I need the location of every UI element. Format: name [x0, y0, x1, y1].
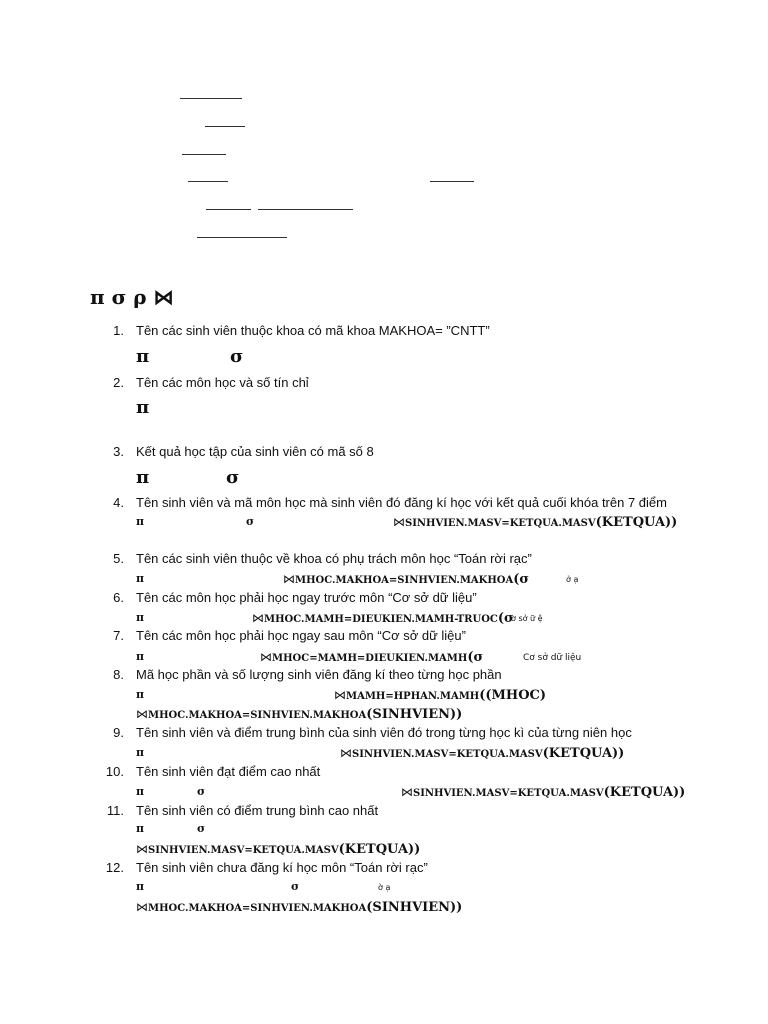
item-text: Tên sinh viên có điểm trung bình cao nhất [136, 803, 379, 818]
schema-underline-6 [206, 209, 251, 210]
join-expression [260, 648, 483, 666]
schema-underline-8 [197, 237, 287, 238]
text-fragment: ờ ạ [378, 883, 391, 892]
join-condition: SINHVIEN.MASV=KETQUA.MASV [352, 749, 543, 760]
schema-underline-4 [188, 181, 228, 182]
join-expression [252, 609, 514, 627]
join-expression [283, 570, 529, 588]
item-text: Tên sinh viên và mã môn học mà sinh viên đó đăng kí học với kết quả cuối khóa trên 7 điểm [136, 495, 667, 510]
sigma-symbol: σ [226, 467, 240, 488]
item-text: Tên sinh viên và điểm trung bình của sinh viên đó trong từng học kì của từng niên học [136, 725, 632, 740]
relation-tail: (σ [497, 611, 514, 626]
join-icon: ⋈ [283, 572, 295, 586]
relation-tail: (σ [513, 572, 530, 587]
item-text: Tên các môn học phải học ngay sau môn “Cơ sở dữ liệu” [136, 628, 466, 643]
symbols-header: π σ ρ ⋈ [90, 285, 174, 309]
item-number: 8. [113, 667, 124, 682]
join-icon: ⋈ [260, 650, 272, 664]
schema-underline-3 [182, 154, 226, 155]
join-condition: SINHVIEN.MASV=KETQUA.MASV [405, 518, 596, 529]
schema-underline-1 [180, 98, 242, 99]
item-number: 12. [105, 860, 124, 875]
pi-symbol: π [136, 346, 150, 367]
join-condition: MHOC=MAMH=DIEUKIEN.MAMH [272, 653, 468, 664]
pi-symbol: π [136, 785, 145, 798]
sigma-symbol: σ [197, 785, 206, 798]
join-expression [393, 513, 677, 531]
item-number: 11. [106, 803, 124, 818]
pi-symbol: π [136, 467, 150, 488]
pi-symbol: π [136, 688, 145, 701]
pi-symbol: π [136, 822, 145, 835]
relation-tail: (σ [467, 650, 484, 665]
join-condition: MHOC.MAKHOA=SINHVIEN.MAKHOA [295, 575, 514, 586]
relation-tail: (KETQUA)) [542, 746, 625, 761]
item-number: 3. [113, 444, 124, 459]
pi-symbol: π [136, 880, 145, 893]
pi-symbol: π [136, 746, 145, 759]
text-fragment: ơ sở ữ ệ [511, 614, 543, 623]
text-fragment: ở ạ [566, 575, 579, 584]
relation-tail: (SINHVIEN)) [366, 707, 463, 722]
sigma-symbol: σ [246, 515, 255, 528]
pi-symbol: π [136, 515, 145, 528]
join-icon: ⋈ [136, 900, 148, 914]
join-expression [136, 898, 462, 916]
join-icon: ⋈ [401, 785, 413, 799]
item-number: 2. [113, 375, 124, 390]
join-condition: SINHVIEN.MASV=KETQUA.MASV [413, 788, 604, 799]
join-condition: MHOC.MAMH=DIEUKIEN.MAMH-TRUOC [264, 614, 498, 625]
item-number: 7. [113, 628, 124, 643]
schema-underline-7 [258, 209, 353, 210]
relation-tail: (KETQUA)) [595, 515, 678, 530]
join-expression [340, 744, 624, 762]
item-text: Tên các môn học phải học ngay trước môn “Cơ sở dữ liệu” [136, 590, 477, 605]
join-expression [401, 783, 685, 801]
join-condition: MHOC.MAKHOA=SINHVIEN.MAKHOA [148, 710, 367, 721]
item-number: 6. [113, 590, 124, 605]
item-number: 5. [113, 551, 124, 566]
pi-symbol: π [136, 397, 150, 418]
pi-symbol: π [136, 572, 145, 585]
pi-symbol: π [136, 611, 145, 624]
join-condition: MAMH=HPHAN.MAMH [346, 691, 480, 702]
item-text: Tên các môn học và số tín chỉ [136, 375, 309, 390]
relation-tail: (KETQUA)) [338, 842, 421, 857]
join-condition: MHOC.MAKHOA=SINHVIEN.MAKHOA [148, 903, 367, 914]
pi-symbol: π [136, 650, 145, 663]
join-condition: SINHVIEN.MASV=KETQUA.MASV [148, 845, 339, 856]
relation-tail: ((MHOC) [479, 688, 547, 703]
item-text: Mã học phần và số lượng sinh viên đăng kí theo từng học phần [136, 667, 502, 682]
item-text: Tên các sinh viên thuộc về khoa có phụ trách môn học “Toán rời rạc” [136, 551, 532, 566]
join-expression [136, 705, 462, 723]
join-icon: ⋈ [252, 611, 264, 625]
item-text: Tên các sinh viên thuộc khoa có mã khoa MAKHOA= ”CNTT” [136, 323, 490, 338]
join-expression [136, 840, 420, 858]
item-text: Tên sinh viên chưa đăng kí học môn “Toán rời rạc” [136, 860, 428, 875]
item-text: Kết quả học tập của sinh viên có mã số 8 [136, 444, 374, 459]
join-icon: ⋈ [136, 707, 148, 721]
item-number: 4. [113, 495, 124, 510]
schema-underline-2 [205, 126, 245, 127]
item-number: 10. [105, 764, 124, 779]
text-fragment: Cơ sở dữ liệu [523, 653, 582, 663]
join-icon: ⋈ [334, 688, 346, 702]
sigma-symbol: σ [197, 822, 206, 835]
join-expression [334, 686, 546, 704]
item-number: 1. [113, 323, 124, 338]
relation-tail: (KETQUA)) [603, 785, 686, 800]
relation-tail: (SINHVIEN)) [366, 900, 463, 915]
sigma-symbol: σ [230, 346, 244, 367]
join-icon: ⋈ [393, 515, 405, 529]
join-icon: ⋈ [136, 842, 148, 856]
item-text: Tên sinh viên đạt điểm cao nhất [136, 764, 321, 779]
sigma-symbol: σ [291, 880, 300, 893]
item-number: 9. [113, 725, 124, 740]
schema-underline-5 [430, 181, 474, 182]
join-icon: ⋈ [340, 746, 352, 760]
